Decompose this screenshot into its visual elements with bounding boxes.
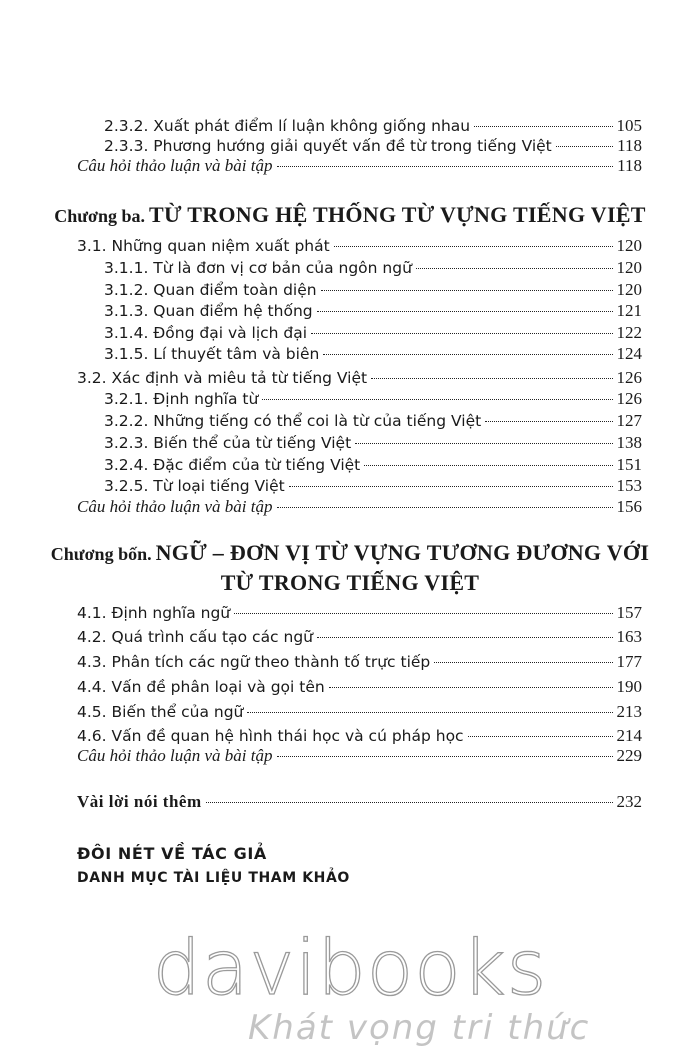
toc-entry bbox=[77, 627, 642, 647]
chapter-title: TỪ TRONG TIẾNG VIỆT bbox=[220, 570, 480, 595]
dot-leader bbox=[234, 613, 612, 614]
toc-entry-label: 4.4. Vấn đề phân loại và gọi tên bbox=[77, 678, 325, 696]
chapter-heading bbox=[0, 540, 700, 566]
dot-leader bbox=[323, 354, 612, 355]
toc-page-number: 121 bbox=[616, 301, 642, 320]
toc-entry bbox=[77, 603, 642, 623]
toc-page-number: 190 bbox=[616, 677, 642, 696]
toc-entry bbox=[104, 258, 642, 278]
toc-entry-label: 3.2.3. Biến thể của từ tiếng Việt bbox=[104, 434, 352, 452]
toc-entry bbox=[104, 301, 642, 321]
dot-leader bbox=[556, 146, 613, 147]
toc-entry-label: 2.3.3. Phương hướng giải quyết vấn đề từ trong tiếng Việt bbox=[104, 137, 552, 155]
toc-entry-label: 3.1. Những quan niệm xuất phát bbox=[77, 237, 330, 255]
toc-entry-label: 3.2.1. Định nghĩa từ bbox=[104, 390, 259, 408]
toc-entry-label: 4.1. Định nghĩa ngữ bbox=[77, 604, 231, 622]
dot-leader bbox=[474, 126, 612, 127]
dot-leader bbox=[317, 311, 613, 312]
toc-page-number: 124 bbox=[616, 344, 642, 363]
toc-page-number: 120 bbox=[616, 258, 642, 277]
toc-entry-label: 3.1.3. Quan điểm hệ thống bbox=[104, 302, 313, 320]
toc-entry-label: Câu hỏi thảo luận và bài tập bbox=[77, 156, 273, 175]
toc-entry bbox=[77, 652, 642, 672]
toc-page-number: 120 bbox=[616, 236, 642, 255]
toc-entry bbox=[77, 236, 642, 256]
toc-page-number: 163 bbox=[616, 627, 642, 646]
toc-entry-afterword bbox=[77, 792, 642, 812]
toc-page-number: 122 bbox=[616, 323, 642, 342]
toc-entry bbox=[77, 726, 642, 746]
toc-entry-label: 3.1.2. Quan điểm toàn diện bbox=[104, 281, 317, 299]
toc-page-number: 153 bbox=[616, 476, 642, 495]
toc-page-number: 126 bbox=[616, 368, 642, 387]
chapter-title: TỪ TRONG HỆ THỐNG TỪ VỰNG TIẾNG VIỆT bbox=[149, 202, 646, 227]
toc-page-number: 105 bbox=[616, 116, 642, 135]
dot-leader bbox=[485, 421, 612, 422]
toc-page-number: 118 bbox=[617, 156, 642, 175]
toc-entry-label: 3.2. Xác định và miêu tả từ tiếng Việt bbox=[77, 369, 368, 387]
toc-entry bbox=[77, 368, 642, 388]
dot-leader bbox=[329, 687, 613, 688]
toc-entry-label: 4.6. Vấn đề quan hệ hình thái học và cú pháp học bbox=[77, 727, 464, 745]
toc-page-number: 138 bbox=[616, 433, 642, 452]
toc-entry bbox=[104, 323, 642, 343]
toc-page-number: 232 bbox=[616, 792, 642, 811]
toc-page-number: 177 bbox=[616, 652, 642, 671]
toc-entry bbox=[104, 389, 642, 409]
toc-entry-label: Câu hỏi thảo luận và bài tập bbox=[77, 497, 273, 516]
toc-entry-label: 4.2. Quá trình cấu tạo các ngữ bbox=[77, 628, 313, 646]
toc-page-number: 156 bbox=[616, 497, 642, 516]
dot-leader bbox=[371, 378, 612, 379]
dot-leader bbox=[321, 290, 613, 291]
toc-page-number: 127 bbox=[616, 411, 642, 430]
toc-entry bbox=[104, 411, 642, 431]
toc-entry bbox=[77, 746, 642, 766]
chapter-title: NGỮ – ĐƠN VỊ TỪ VỰNG TƯƠNG ĐƯƠNG VỚI bbox=[155, 540, 650, 565]
toc-entry bbox=[104, 476, 642, 496]
toc-entry-label: 3.1.5. Lí thuyết tâm và biên bbox=[104, 345, 320, 363]
toc-entry-label: 3.2.5. Từ loại tiếng Việt bbox=[104, 477, 285, 495]
dot-leader bbox=[468, 736, 613, 737]
toc-entry-label: 3.1.1. Từ là đơn vị cơ bản của ngôn ngữ bbox=[104, 259, 412, 277]
toc-page-number: 118 bbox=[617, 136, 642, 155]
dot-leader bbox=[317, 637, 613, 638]
toc-entry-label: 2.3.2. Xuất phát điểm lí luận không giống nhau bbox=[104, 117, 471, 135]
toc-page-number: 120 bbox=[616, 280, 642, 299]
toc-entry bbox=[77, 702, 642, 722]
toc-entry-label: Câu hỏi thảo luận và bài tập bbox=[77, 746, 273, 765]
toc-entry bbox=[104, 116, 642, 136]
dot-leader bbox=[434, 662, 612, 663]
dot-leader bbox=[277, 166, 614, 167]
toc-entry-label: 3.2.2. Những tiếng có thể coi là từ của tiếng Việt bbox=[104, 412, 482, 430]
toc-entry-label: 3.2.4. Đặc điểm của từ tiếng Việt bbox=[104, 456, 361, 474]
toc-page-number: 151 bbox=[616, 455, 642, 474]
toc-entry bbox=[77, 497, 642, 517]
toc-page-number: 229 bbox=[616, 746, 642, 765]
dot-leader bbox=[206, 802, 613, 803]
toc-page-number: 126 bbox=[616, 389, 642, 408]
dot-leader bbox=[277, 756, 613, 757]
dot-leader bbox=[311, 333, 612, 334]
toc-entry-label: 3.1.4. Đồng đại và lịch đại bbox=[104, 324, 308, 342]
toc-entry bbox=[77, 677, 642, 697]
toc-entry bbox=[104, 344, 642, 364]
toc-entry-label: 4.5. Biến thể của ngữ bbox=[77, 703, 244, 721]
dot-leader bbox=[355, 443, 612, 444]
toc-entry-label: Vài lời nói thêm bbox=[77, 792, 202, 811]
dot-leader bbox=[364, 465, 612, 466]
dot-leader bbox=[334, 246, 613, 247]
toc-page-number: 213 bbox=[616, 702, 642, 721]
dot-leader bbox=[277, 507, 613, 508]
dot-leader bbox=[289, 486, 613, 487]
chapter-prefix: Chương ba. bbox=[54, 206, 146, 226]
toc-entry-label: 4.3. Phân tích các ngữ theo thành tố trực tiếp bbox=[77, 653, 431, 671]
toc-entry bbox=[77, 156, 642, 176]
chapter-heading-line2 bbox=[0, 570, 700, 596]
dot-leader bbox=[262, 399, 612, 400]
toc-entry bbox=[104, 433, 642, 453]
toc-entry bbox=[104, 455, 642, 475]
watermark-brand: davibooks bbox=[152, 923, 548, 1012]
dot-leader bbox=[247, 712, 612, 713]
chapter-prefix: Chương bốn. bbox=[50, 544, 152, 564]
dot-leader bbox=[416, 268, 613, 269]
toc-page-number: 214 bbox=[616, 726, 642, 745]
appendix-heading-references: DANH MỤC TÀI LIỆU THAM KHẢO bbox=[77, 870, 350, 886]
toc-page-number: 157 bbox=[616, 603, 642, 622]
toc-entry bbox=[104, 136, 642, 156]
chapter-heading bbox=[0, 202, 700, 228]
toc-entry bbox=[104, 280, 642, 300]
appendix-heading-author: ĐÔI NÉT VỀ TÁC GIẢ bbox=[77, 844, 267, 863]
watermark-tagline: Khát vọng tri thức bbox=[248, 1008, 591, 1048]
